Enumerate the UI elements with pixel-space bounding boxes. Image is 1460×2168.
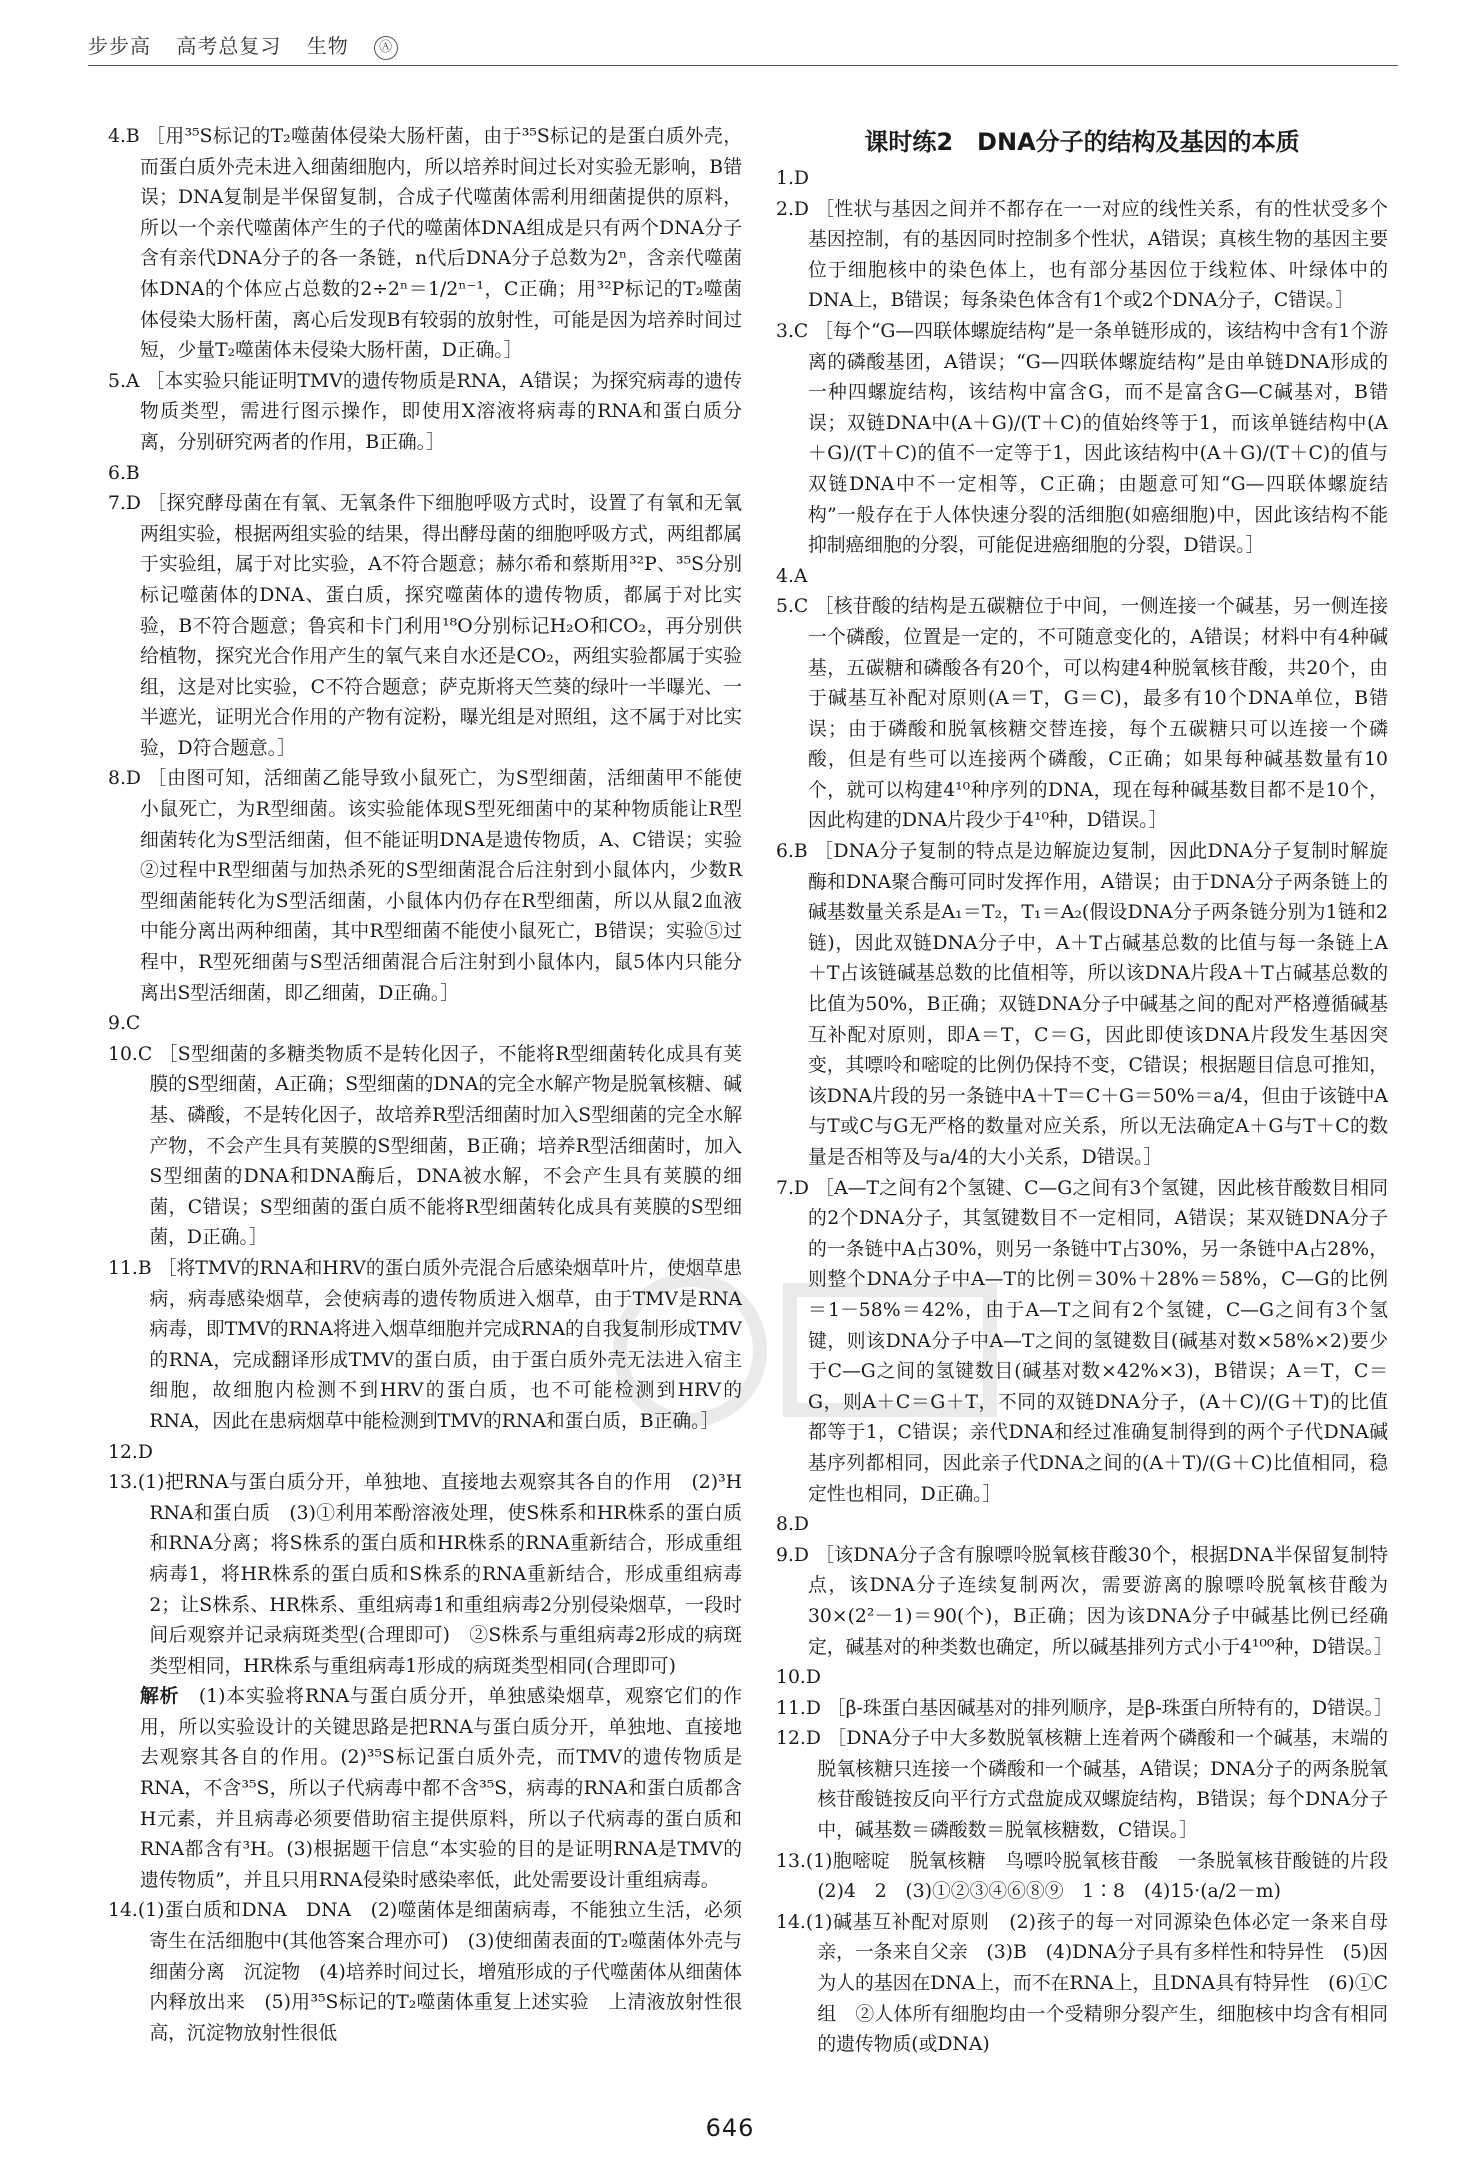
answer-item-6: 6.B [108,462,140,484]
subject-name: 生物 [306,34,349,58]
answer-item-4: 4.B ［用³⁵S标记的T₂噬菌体侵染大肠杆菌，由于³⁵S标记的是蛋白质外壳，而蛋白质外壳未进入细菌细胞内，所以培养时间过长对实验无影响，B错误；DNA复制是半保留复制，合成子代噬菌体需利用细菌提供的原料，所以一个亲代噬菌体产生的子代的噬菌体DNA组成是只有两个DNA分子含有亲代DNA分子的各一条链，n代后DNA分子总数为2ⁿ，含亲代噬菌体DNA的个体应占总数的2÷2ⁿ＝1/2ⁿ⁻¹，C正确；用³²P标记的T₂噬菌体侵染大肠杆菌，离心后发现B有较弱的放射性，可能是因为培养时间过短，少量T₂噬菌体未侵染大肠杆菌，D正确。］ [108,126,742,362]
answer-item-r7: 7.D ［A—T之间有2个氢键、C—G之间有3个氢键，因此核苷酸数目相同的2个DNA分子，其氢键数目不一定相同，A错误；某双链DNA分子的一条链中A占30%，则另一条链中T占30%，另一条链中A占28%，则整个DNA分子中A—T的比例＝30%＋28%＝58%，C—G的比例＝1－58%＝42%，由于A—T之间有2个氢键，C—G之间有3个氢键，则该DNA分子中A—T之间的氢键数目(碱基对数×58%×2)要少于C—G之间的氢键数目(碱基对数×42%×3)，B错误；A＝T，C＝G，则A＋C＝G＋T，不同的双链DNA分子，(A＋C)/(G＋T)的比值都等于1，C错误；亲代DNA和经过准确复制得到的两个子代DNA碱基序列都相同，因此亲子代DNA之间的(A＋T)/(G＋C)比值相同，稳定性也相同，D正确。］ [776,1177,1388,1505]
header-text [88,30,416,60]
analysis-13 [108,1682,742,1896]
answer-item-r6: 6.B ［DNA分子复制的特点是边解旋边复制，因此DNA分子复制时解旋酶和DNA聚合酶可同时发挥作用，A错误；由于DNA分子两条链上的碱基数量关系是A₁＝T₂，T₁＝A₂(假设DNA分子两条链分别为1链和2链)，因此双链DNA分子中，A＋T占碱基总数的比值与每一条链上A＋T占该链碱基总数的比值相等，所以该DNA片段A＋T占碱基总数的比值为50%，B正确；双链DNA分子中碱基之间的配对严格遵循碱基互补配对原则，即A＝T，C＝G，因此即使该DNA片段发生基因突变，其嘌呤和嘧啶的比例仍保持不变，C错误；根据题目信息可推知，该DNA片段的另一条链中A＋T＝C＋G＝50%＝a/4，但由于该链中A与T或C与G无严格的数量对应关系，所以无法确定A＋G与T＋C的数量是否相等及与a/4的大小关系，D错误。］ [776,841,1388,1168]
left-column [108,122,761,2049]
answer-item-r8: 8.D [776,1514,809,1536]
circled-letter-icon: Ⓐ [374,36,398,60]
answer-item-r1: 1.D [776,168,809,189]
answer-item-14: 14.(1)蛋白质和DNA DNA (2)噬菌体是细菌病毒，不能独立生活，必须寄生在活细胞中(其他答案合理亦可) (3)使细菌表面的T₂噬菌体外壳与细菌分离 沉淀物 (4)培养时间过长，增殖形成的子代噬菌体从细菌体内释放出来 (5)用³⁵S标记的T₂噬菌体重复上述实验 上清液放射性很高，沉淀物放射性很低 [108,1900,742,2044]
header-rule [88,65,1398,66]
answer-item-7: 7.D ［探究酵母菌在有氧、无氧条件下细胞呼吸方式时，设置了有氧和无氧两组实验，根据两组实验的结果，得出酵母菌的细胞呼吸方式，两组都属于实验组，属于对比实验，A不符合题意；赫尔希和蔡斯用³²P、³⁵S分别标记噬菌体的DNA、蛋白质，探究噬菌体的遗传物质，都属于对比实验，B不符合题意；鲁宾和卡门利用¹⁸O分别标记H₂O和CO₂，再分别供给植物，探究光合作用产生的氧气来自水还是CO₂，两组实验都属于实验组，这是对比实验，C不符合题意；萨克斯将天竺葵的绿叶一半曝光、一半遮光，证明光合作用的产物有淀粉，曝光组是对照组，这不属于对比实验，D符合题意。］ [108,493,742,759]
answer-item-12: 12.D [108,1441,153,1463]
answer-item-r5: 5.C ［核苷酸的结构是五碳糖位于中间，一侧连接一个碱基，另一侧连接一个磷酸，位置是一定的，不可随意变化的，A错误；材料中有4种碱基，五碳糖和磷酸各有20个，可以构建4种脱氧核苷酸，共20个，由于碱基互补配对原则(A＝T，G＝C)，最多有10个DNA单位，B错误；由于磷酸和脱氧核糖交替连接，每个五碳糖只可以连接一个磷酸，但是有些可以连接两个磷酸，C正确；如果每种碱基数量有10个，就可以构建4¹⁰种序列的DNA，现在每种碱基数目都不是10个，因此构建的DNA片段少于4¹⁰种，D错误。］ [776,596,1388,832]
answer-item-10: 10.C ［S型细菌的多糖类物质不是转化因子，不能将R型细菌转化成具有荚膜的S型细菌，A正确；S型细菌的DNA的完全水解产物是脱氧核糖、碱基、磷酸，不是转化因子，故培养R型活细菌时加入S型细菌的完全水解产物，不会产生具有荚膜的S型细菌，B正确；培养R型活细菌时，加入S型细菌的DNA和DNA酶后，DNA被水解，不会产生具有荚膜的细菌，C错误；S型细菌的蛋白质不能将R型细菌转化成具有荚膜的S型细菌，D正确。］ [108,1043,742,1249]
answer-item-11: 11.B ［将TMV的RNA和HRV的蛋白质外壳混合后感染烟草叶片，使烟草患病，病毒感染烟草，会使病毒的遗传物质进入烟草，由于TMV是RNA病毒，即TMV的RNA将进入烟草细胞并完成RNA的自我复制形成TMV的RNA，完成翻译形成TMV的蛋白质，由于蛋白质外壳无法进入宿主细胞，故细胞内检测不到HRV的蛋白质，也不可能检测到HRV的RNA，因此在患病烟草中能检测到TMV的RNA和蛋白质，B正确。］ [108,1257,742,1432]
answer-item-13: 13.(1)把RNA与蛋白质分开，单独地、直接地去观察其各自的作用 (2)³H RNA和蛋白质 (3)①利用苯酚溶液处理，使S株系和HR株系的蛋白质和RNA分离；将S株系的蛋白质和HR株系的RNA重新结合，形成重组病毒1，将HR株系的蛋白质和S株系的RNA重新结合，形成重组病毒2；让S株系、HR株系、重组病毒1和重组病毒2分别侵染烟草，一段时间后观察并记录病斑类型(合理即可) ②S株系与重组病毒2形成的病斑类型相同，HR株系与重组病毒1形成的病斑类型相同(合理即可) [108,1472,761,1677]
book-name: 高考总复习 [176,34,282,58]
analysis-text: (1)本实验将RNA与蛋白质分开，单独感染烟草，观察它们的作用，所以实验设计的关键思路是把RNA与蛋白质分开，单独地、直接地去观察其各自的作用。(2)³⁵S标记蛋白质外壳，而TMV的遗传物质是RNA，不含³⁵S，所以子代病毒中都不含³⁵S，病毒的RNA和蛋白质都含H元素，并且病毒必须要借助宿主提供原料，所以子代病毒的蛋白质和RNA都含有³H。(3)根据题干信息“本实验的目的是证明RNA是TMV的遗传物质”，并且只用RNA侵染时感染率低，此处需要设计重组病毒。 [139,1686,743,1891]
answer-item-r4: 4.A [776,565,808,587]
page-header [88,22,1398,66]
answer-item-9: 9.C [108,1013,141,1035]
answer-item-r3: 3.C ［每个“G—四联体螺旋结构”是一条单链形成的，该结构中含有1个游离的磷酸基团，A错误；“G—四联体螺旋结构”是由单链DNA形成的一种四螺旋结构，该结构中富含G，而不是富含G—C碱基对，B错误；双链DNA中(A＋G)/(T＋C)的值始终等于1，而该单链结构中(A＋G)/(T＋C)的值不一定等于1，因此该结构中(A＋G)/(T＋C)的值与双链DNA中不一定相等，C正确；由题意可知“G—四联体螺旋结构”一般存在于人体快速分裂的活细胞(如癌细胞)中，因此该结构不能抑制癌细胞的分裂，可能促进癌细胞的分裂，D错误。］ [776,320,1388,557]
page-number: 646 [705,2114,755,2142]
answer-item-5: 5.A ［本实验只能证明TMV的遗传物质是RNA，A错误；为探究病毒的遗传物质类型，需进行图示操作，即使用X溶液将病毒的RNA和蛋白质分离，分别研究两者的作用，B正确。］ [108,370,742,453]
answer-item-r11: 11.D ［β-珠蛋白基因碱基对的排列顺序，是β-珠蛋白所特有的，D错误。］ [776,1697,1393,1719]
section-title: 课时练2 DNA分子的结构及基因的本质 [864,128,1300,156]
answer-item-r12: 12.D ［DNA分子中大多数脱氧核糖上连着两个磷酸和一个碱基，末端的脱氧核糖只连接一个磷酸和一个碱基，A错误；DNA分子的两条脱氧核苷酸链按反向平行方式盘旋成双螺旋结构，B错误；每个DNA分子中，碱基数＝磷酸数＝脱氧核糖数，C错误。］ [776,1728,1388,1842]
series-name: 步步高 [88,34,151,58]
answer-item-r10: 10.D [776,1667,821,1689]
answer-item-r13: 13.(1)胞嘧啶 脱氧核糖 鸟嘌呤脱氧核苷酸 一条脱氧核苷酸链的片段 (2)4 2 (3)①②③④⑥⑧⑨ 1∶8 (4)15·(a/2－m) [776,1850,1407,1903]
answer-item-r2: 2.D ［性状与基因之间并不都存在一一对应的线性关系，有的性状受多个基因控制，有的基因同时控制多个性状，A错误；真核生物的基因主要位于细胞核中的染色体上，也有部分基因位于线粒体、叶绿体中的DNA上，B错误；每条染色体含有1个或2个DNA分子，C错误。］ [776,198,1388,312]
answer-item-r14: 14.(1)碱基互补配对原则 (2)孩子的每一对同源染色体必定一条来自母亲，一条来自父亲 (3)B (4)DNA分子具有多样性和特异性 (5)因为人的基因在DNA上，而不在RNA上，且DNA具有特异性 (6)①C组 ②人体所有细胞均由一个受精卵分裂产生，细胞核中均含有相同的遗传物质(或DNA) [776,1911,1388,2056]
analysis-label: 解析 [139,1686,180,1708]
answer-item-r9: 9.D ［该DNA分子含有腺嘌呤脱氧核苷酸30个，根据DNA半保留复制特点，该DNA分子连续复制两次，需要游离的腺嘌呤脱氧核苷酸为30×(2²－1)＝90(个)，B正确；因为该DNA分子中碱基比例已经确定，碱基对的种类数也确定，所以碱基排列方式小于4¹⁰⁰种，D错误。］ [776,1544,1393,1658]
answer-item-8: 8.D ［由图可知，活细菌乙能导致小鼠死亡，为S型细菌，活细菌甲不能使小鼠死亡，为R型细菌。该实验能体现S型死细菌中的某种物质能让R型细菌转化为S型活细菌，但不能证明DNA是遗传物质，A、C错误；实验②过程中R型细菌与加热杀死的S型细菌混合后注射到小鼠体内，少数R型细菌能转化为S型活细菌，小鼠体内仍存在R型细菌，所以从鼠2血液中能分离出两种细菌，其中R型细菌不能使小鼠死亡，B错误；实验⑤过程中，R型死细菌与S型活细菌混合后注射到小鼠体内，鼠5体内只能分离出S型活细菌，即乙细菌，D正确。］ [108,768,742,1004]
right-column [776,122,1407,2061]
